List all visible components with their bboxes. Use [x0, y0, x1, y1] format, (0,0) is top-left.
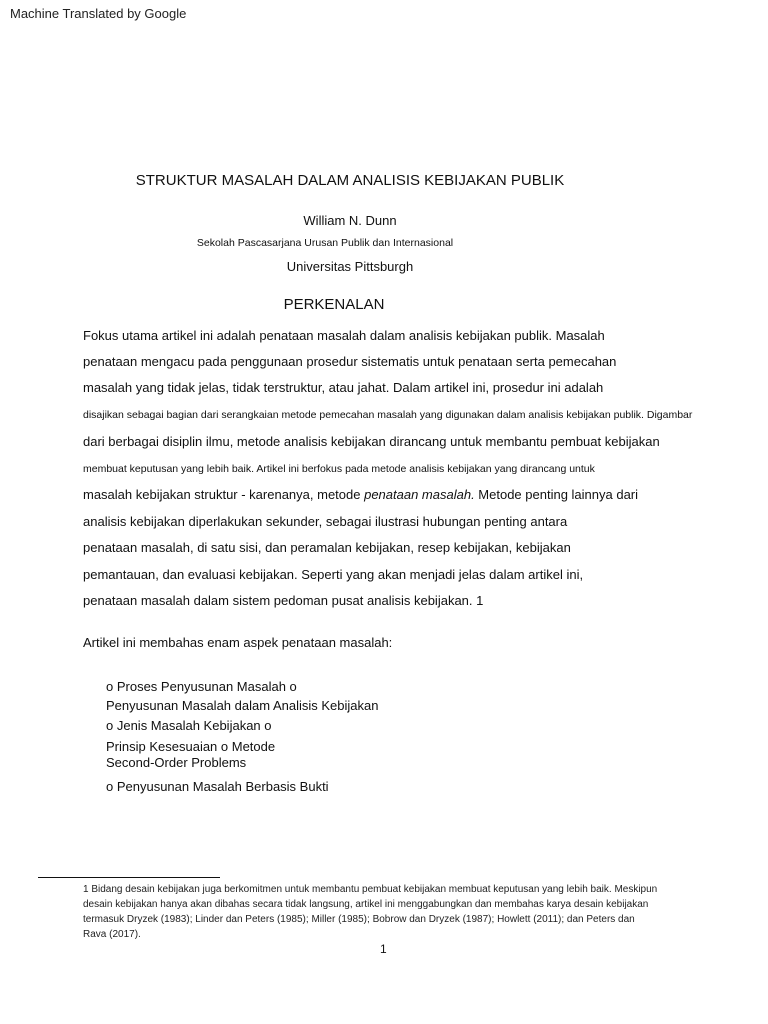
aspect-item: o Proses Penyusunan Masalah o: [106, 679, 297, 694]
document-title: STRUKTUR MASALAH DALAM ANALISIS KEBIJAKAN PUBLIK: [135, 172, 565, 189]
section-heading: PERKENALAN: [283, 296, 385, 313]
emphasis-term: penataan masalah.: [364, 487, 475, 502]
aspect-item: o Penyusunan Masalah Berbasis Bukti: [106, 779, 329, 794]
body-text: masalah kebijakan struktur - karenanya, metode: [83, 487, 365, 502]
translation-banner: Machine Translated by Google: [10, 6, 187, 21]
body-line: analisis kebijakan diperlakukan sekunder, sebagai ilustrasi hubungan penting antara: [83, 514, 568, 529]
body-line: penataan masalah, di satu sisi, dan peramalan kebijakan, resep kebijakan, kebijakan: [83, 540, 571, 555]
body-line: masalah yang tidak jelas, tidak terstruktur, atau jahat. Dalam artikel ini, prosedur ini adalah: [83, 380, 604, 395]
body-line: pemantauan, dan evaluasi kebijakan. Seperti yang akan menjadi jelas dalam artikel ini,: [83, 567, 584, 582]
footnote-line: termasuk Dryzek (1983); Linder dan Peters (1985); Miller (1985); Bobrow dan Dryzek (1987); Howlett (2011); dan Peters dan: [83, 914, 635, 925]
author-affiliation: Sekolah Pascasarjana Urusan Publik dan Internasional: [196, 237, 454, 249]
aspect-item: o Jenis Masalah Kebijakan o: [106, 718, 272, 733]
body-line: dari berbagai disiplin ilmu, metode analisis kebijakan dirancang untuk membantu pembuat kebijakan: [83, 434, 660, 449]
aspect-item: Second-Order Problems: [106, 755, 247, 770]
footnote-line: 1 Bidang desain kebijakan juga berkomitmen untuk membantu pembuat kebijakan membuat keputusan yang lebih baik. Meskipun: [83, 884, 658, 895]
author-name: William N. Dunn: [303, 213, 397, 228]
footnote-separator: [38, 877, 220, 878]
footnote-line: Rava (2017).: [83, 929, 141, 940]
body-line: penataan masalah dalam sistem pedoman pusat analisis kebijakan. 1: [83, 593, 484, 608]
body-line: membuat keputusan yang lebih baik. Artikel ini berfokus pada metode analisis kebijakan yang dirancang untuk: [83, 463, 595, 475]
aspect-item: Penyusunan Masalah dalam Analisis Kebijakan: [106, 698, 379, 713]
aspects-intro: Artikel ini membahas enam aspek penataan masalah:: [83, 635, 393, 650]
body-line: Fokus utama artikel ini adalah penataan masalah dalam analisis kebijakan publik. Masalah: [83, 328, 605, 343]
body-line: penataan mengacu pada penggunaan prosedur sistematis untuk penataan serta pemecahan: [83, 354, 617, 369]
page-number: 1: [380, 942, 387, 956]
aspect-item: Prinsip Kesesuaian o Metode: [106, 739, 276, 754]
footnote-line: desain kebijakan hanya akan dibahas secara tidak langsung, artikel ini menggabungkan dan membahas karya desain kebijakan: [83, 899, 649, 910]
university-name: Universitas Pittsburgh: [286, 259, 414, 274]
body-line: disajikan sebagai bagian dari serangkaian metode pemecahan masalah yang digunakan dalam analisis kebijakan publik. Digambar: [83, 409, 693, 421]
body-line: [83, 487, 638, 502]
body-text: Metode penting lainnya dari: [474, 487, 639, 502]
